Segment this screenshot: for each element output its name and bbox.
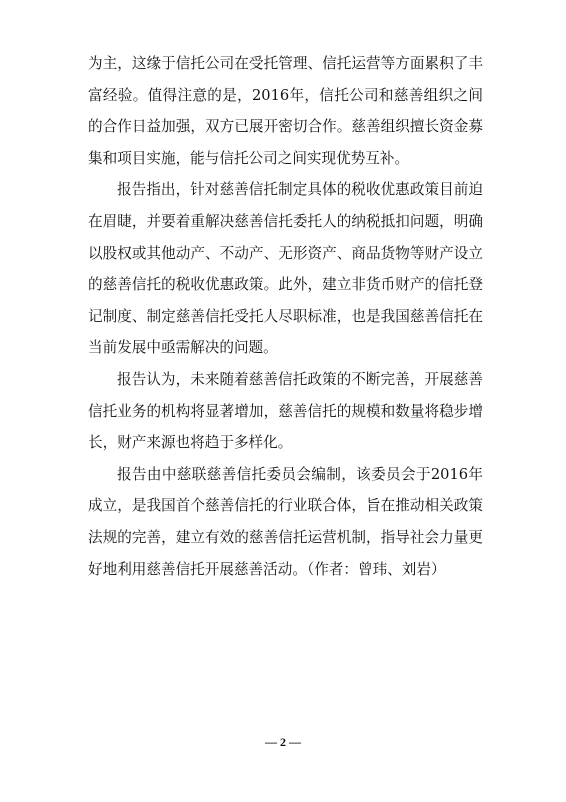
paragraph-4: 报告由中慈联慈善信托委员会编制，该委员会于2016年成立，是我国首个慈善信托的行业联合体，旨在推动相关政策法规的完善，建立有效的慈善信托运营机制，指导社会力量更好地利用慈善信托开展慈善活动。（作者：曾玮、刘岩） — [88, 465, 483, 578]
paragraph-3: 报告认为，未来随着慈善信托政策的不断完善，开展慈善信托业务的机构将显著增加，慈善信托的规模和数量将稳步增长，财产来源也将趋于多样化。 — [88, 370, 483, 452]
paragraph-1: 为主，这缘于信托公司在受托管理、信托运营等方面累积了丰富经验。值得注意的是，2016年，信托公司和慈善组织之间的合作日益加强，双方已展开密切合作。慈善组织擅长资金募集和项目实施，能与信托公司之间实现优势互补。 — [88, 55, 483, 167]
page-number: — 2 — — [265, 735, 301, 749]
body-text — [88, 48, 483, 585]
paragraph-2: 报告指出，针对慈善信托制定具体的税收优惠政策目前迫在眉睫，并要着重解决慈善信托委托人的纳税抵扣问题，明确以股权或其他动产、不动产、无形资产、商品货物等财产设立的慈善信托的税收优惠政策。此外，建立非货币财产的信托登记制度、制定慈善信托受托人尽职标准，也是我国慈善信托在当前发展中亟需解决的问题。 — [88, 181, 483, 357]
